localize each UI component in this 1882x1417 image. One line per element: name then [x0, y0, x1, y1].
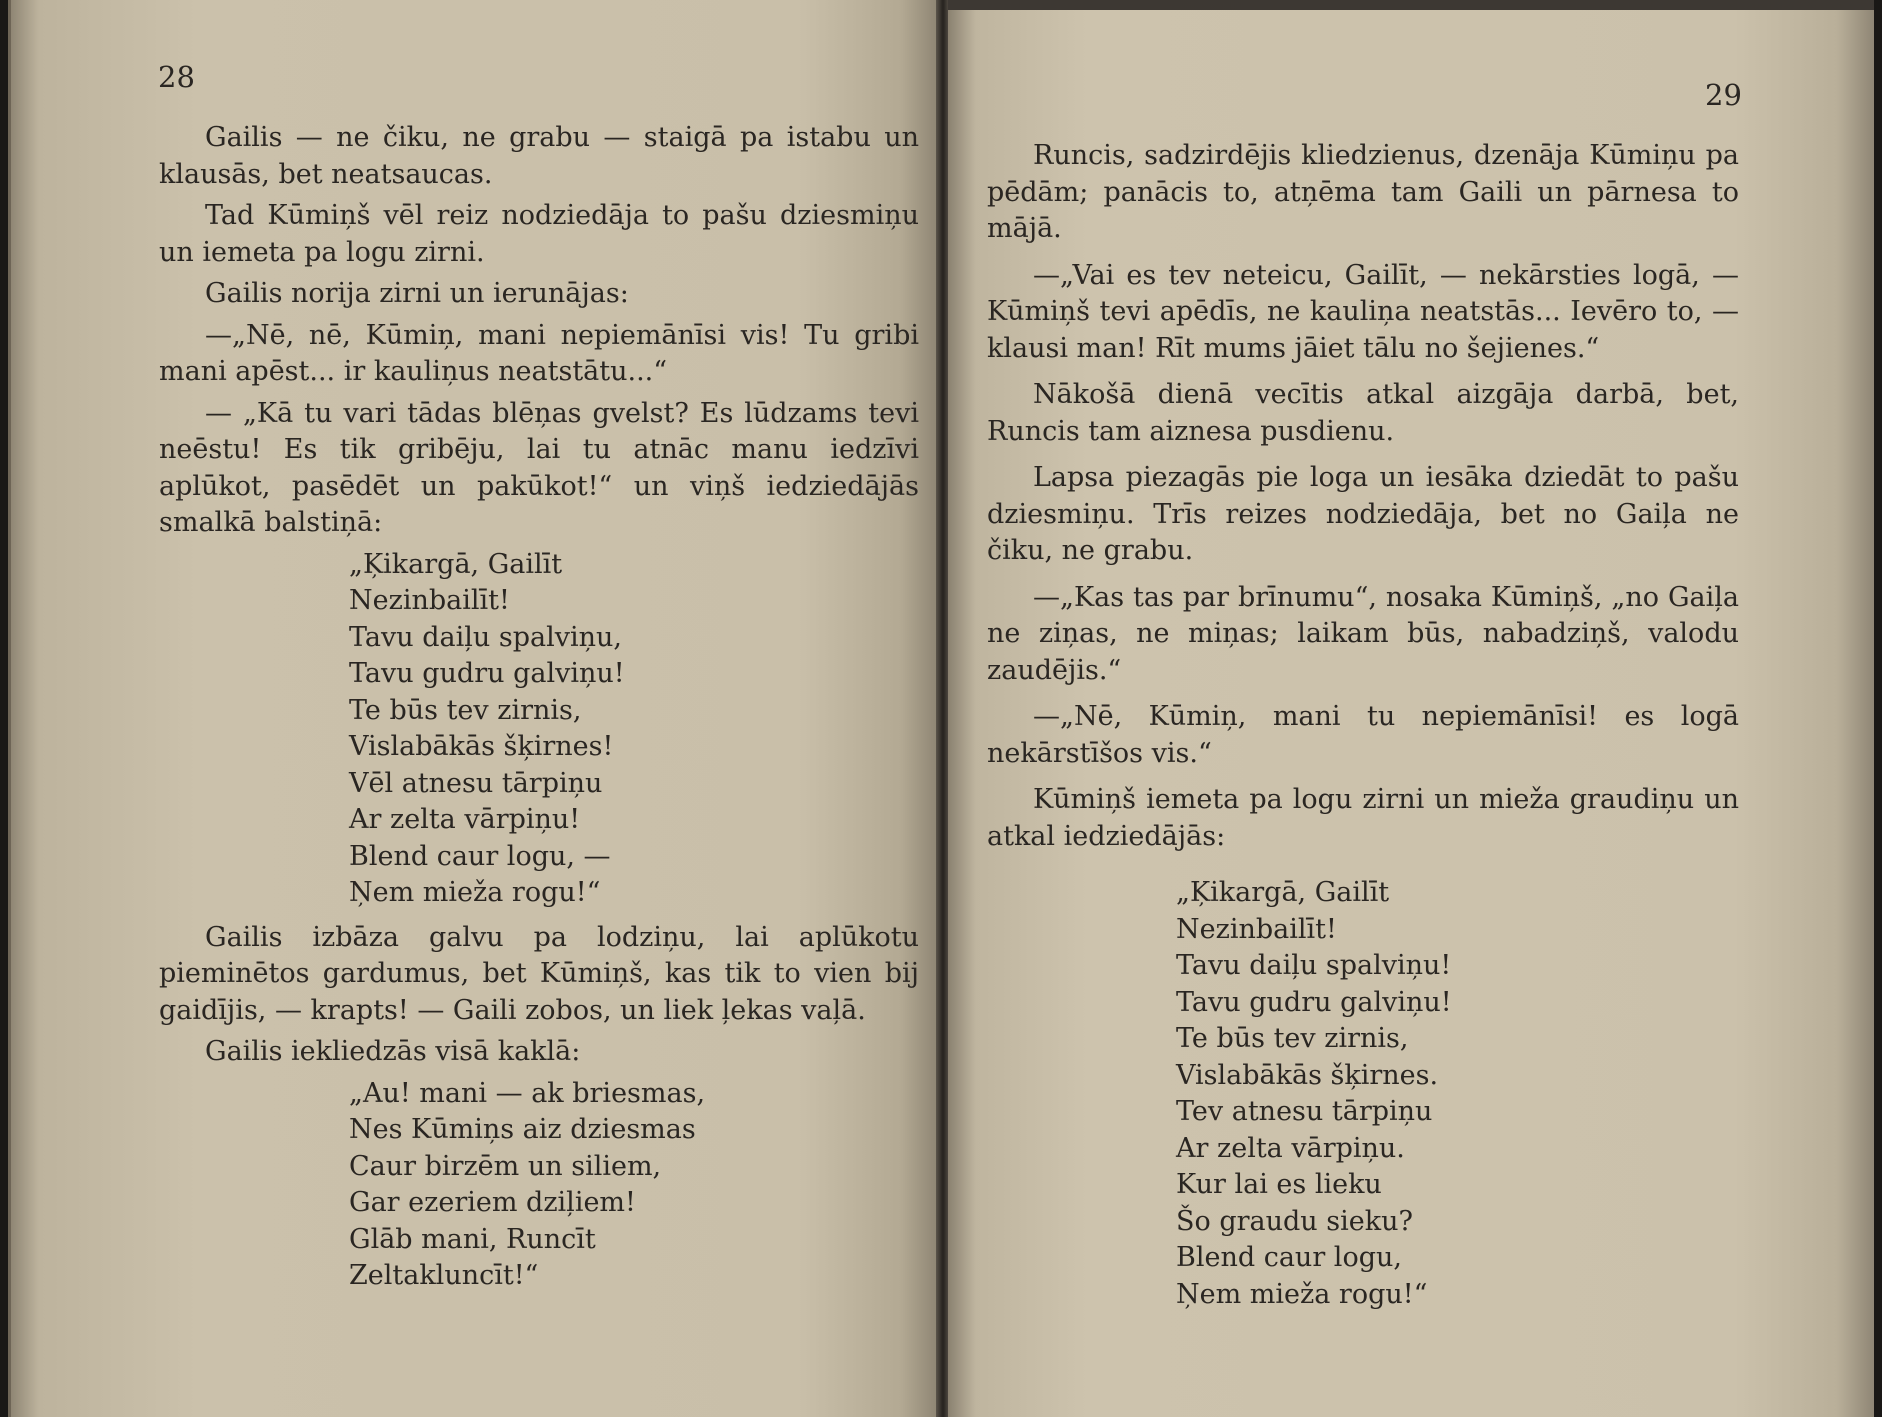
page-number: 29	[1705, 78, 1742, 112]
paragraph: Kūmiņš iemeta pa logu zirni un mieža graudiņu un atkal iedziedājās:	[987, 784, 1739, 852]
right-page	[948, 0, 1874, 1417]
verse-line: Vēl atnesu tārpiņu	[349, 767, 603, 799]
verse-line: Vislabākās šķirnes!	[349, 731, 614, 762]
verse-line: „Ķikargā, Gailīt	[1176, 877, 1390, 908]
page-text	[987, 138, 1739, 1313]
verse-line: Nezinbailīt!	[1176, 913, 1337, 945]
verse-line: Te būs tev zirnis,	[349, 694, 582, 726]
verse-line: Ņem mieža rogu!“	[1176, 1278, 1428, 1310]
paragraph: — „Kā tu vari tādas blēņas gvelst? Es lūdzams tevi neēstu! Es tik gribēju, lai tu atnāc manu iedzīvi aplūkot, pasēdēt un pakūkot!“ un viņš iedziedājās smalkā balstiņā:	[159, 397, 919, 538]
paragraph: Gailis izbāza galvu pa lodziņu, lai aplūkotu pieminētos gardumus, bet Kūmiņš, kas tik to vien bij gaidījis, — krapts! — Gaili zobos, un liek ļekas vaļā.	[159, 921, 919, 1026]
verse-line: Tavu gudru galviņu!	[349, 658, 625, 689]
page-number: 28	[158, 60, 195, 94]
verse	[349, 547, 919, 912]
verse-line: Tev atnesu tārpiņu	[1176, 1096, 1433, 1127]
paragraph: Gailis — ne čiku, ne grabu — staigā pa istabu un klausās, bet neatsaucas.	[159, 122, 919, 190]
verse-line: Tavu daiļu spalviņu!	[1176, 950, 1452, 981]
verse-line: Ar zelta vārpiņu.	[1176, 1132, 1405, 1164]
verse-line: Zeltakluncīt!“	[349, 1260, 539, 1291]
paragraph: —„Nē, nē, Kūmiņ, mani nepiemānīsi vis! Tu gribi mani apēst... ir kauliņus neatstātu...“	[159, 319, 919, 387]
paragraph: Gailis norija zirni un ierunājas:	[205, 278, 629, 309]
verse-line: Nes Kūmiņs aiz dziesmas	[349, 1114, 696, 1145]
verse-line: „Au! mani — ak briesmas,	[349, 1077, 706, 1109]
verse	[349, 1076, 919, 1295]
paragraph-group	[987, 138, 1739, 855]
paragraph: Lapsa piezagās pie loga un iesāka dziedāt to pašu dziesmiņu. Trīs reizes nodziedāja, bet no Gaiļa ne čiku, ne grabu.	[987, 462, 1739, 566]
paragraph: —„Kas tas par brīnumu“, nosaka Kūmiņš, „no Gaiļa ne ziņas, ne miņas; laikam būs, nabadziņš, valodu zaudējis.“	[987, 581, 1739, 686]
verse-line: Ar zelta vārpiņu!	[349, 804, 581, 835]
paragraph: —„Nē, Kūmiņ, mani tu nepiemānīsi! es logā nekārstīšos vis.“	[987, 701, 1739, 769]
paragraph: Runcis, sadzirdējis kliedzienus, dzenāja Kūmiņu pa pēdām; panācis to, atņēma tam Gaili un pārnesa to mājā.	[987, 140, 1739, 244]
verse	[1176, 875, 1739, 1313]
verse-line: Gar ezeriem dziļiem!	[349, 1187, 636, 1218]
verse-line: Ņem mieža rogu!“	[349, 877, 601, 908]
verse-line: Šo graudu sieku?	[1176, 1205, 1413, 1237]
verse-line: Nezinbailīt!	[349, 585, 510, 616]
verse-line: Te būs tev zirnis,	[1176, 1023, 1409, 1054]
verse-line: Caur birzēm un siliem,	[349, 1150, 662, 1182]
paragraph-group	[159, 920, 919, 1071]
paragraph: Gailis iekliedzās visā kaklā:	[205, 1036, 581, 1067]
verse-line: Blend caur logu, —	[349, 840, 611, 872]
paragraph: —„Vai es tev neteicu, Gailīt, — nekārsties logā, — Kūmiņš tevi apēdīs, ne kauliņa neatstās... Ievēro to, — klausi man! Rīt mums jāiet tālu no šejienes.“	[987, 259, 1739, 364]
verse-line: Tavu gudru galviņu!	[1176, 986, 1452, 1018]
verse-line: Glāb mani, Runcīt	[349, 1223, 596, 1255]
verse-line: Vislabākās šķirnes.	[1176, 1059, 1439, 1091]
left-page	[8, 0, 938, 1417]
verse-line: Tavu daiļu spalviņu,	[349, 621, 622, 653]
paragraph: Tad Kūmiņš vēl reiz nodziedāja to pašu dziesmiņu un iemeta pa logu zirni.	[159, 200, 919, 268]
page-text	[159, 120, 919, 1303]
verse-line: Blend caur logu,	[1176, 1242, 1402, 1273]
paragraph-group	[159, 120, 919, 542]
verse-line: „Ķikargā, Gailīt	[349, 548, 563, 580]
paragraph: Nākošā dienā vecītis atkal aizgāja darbā, bet, Runcis tam aiznesa pusdienu.	[987, 379, 1739, 447]
verse-line: Kur lai es lieku	[1176, 1169, 1382, 1200]
